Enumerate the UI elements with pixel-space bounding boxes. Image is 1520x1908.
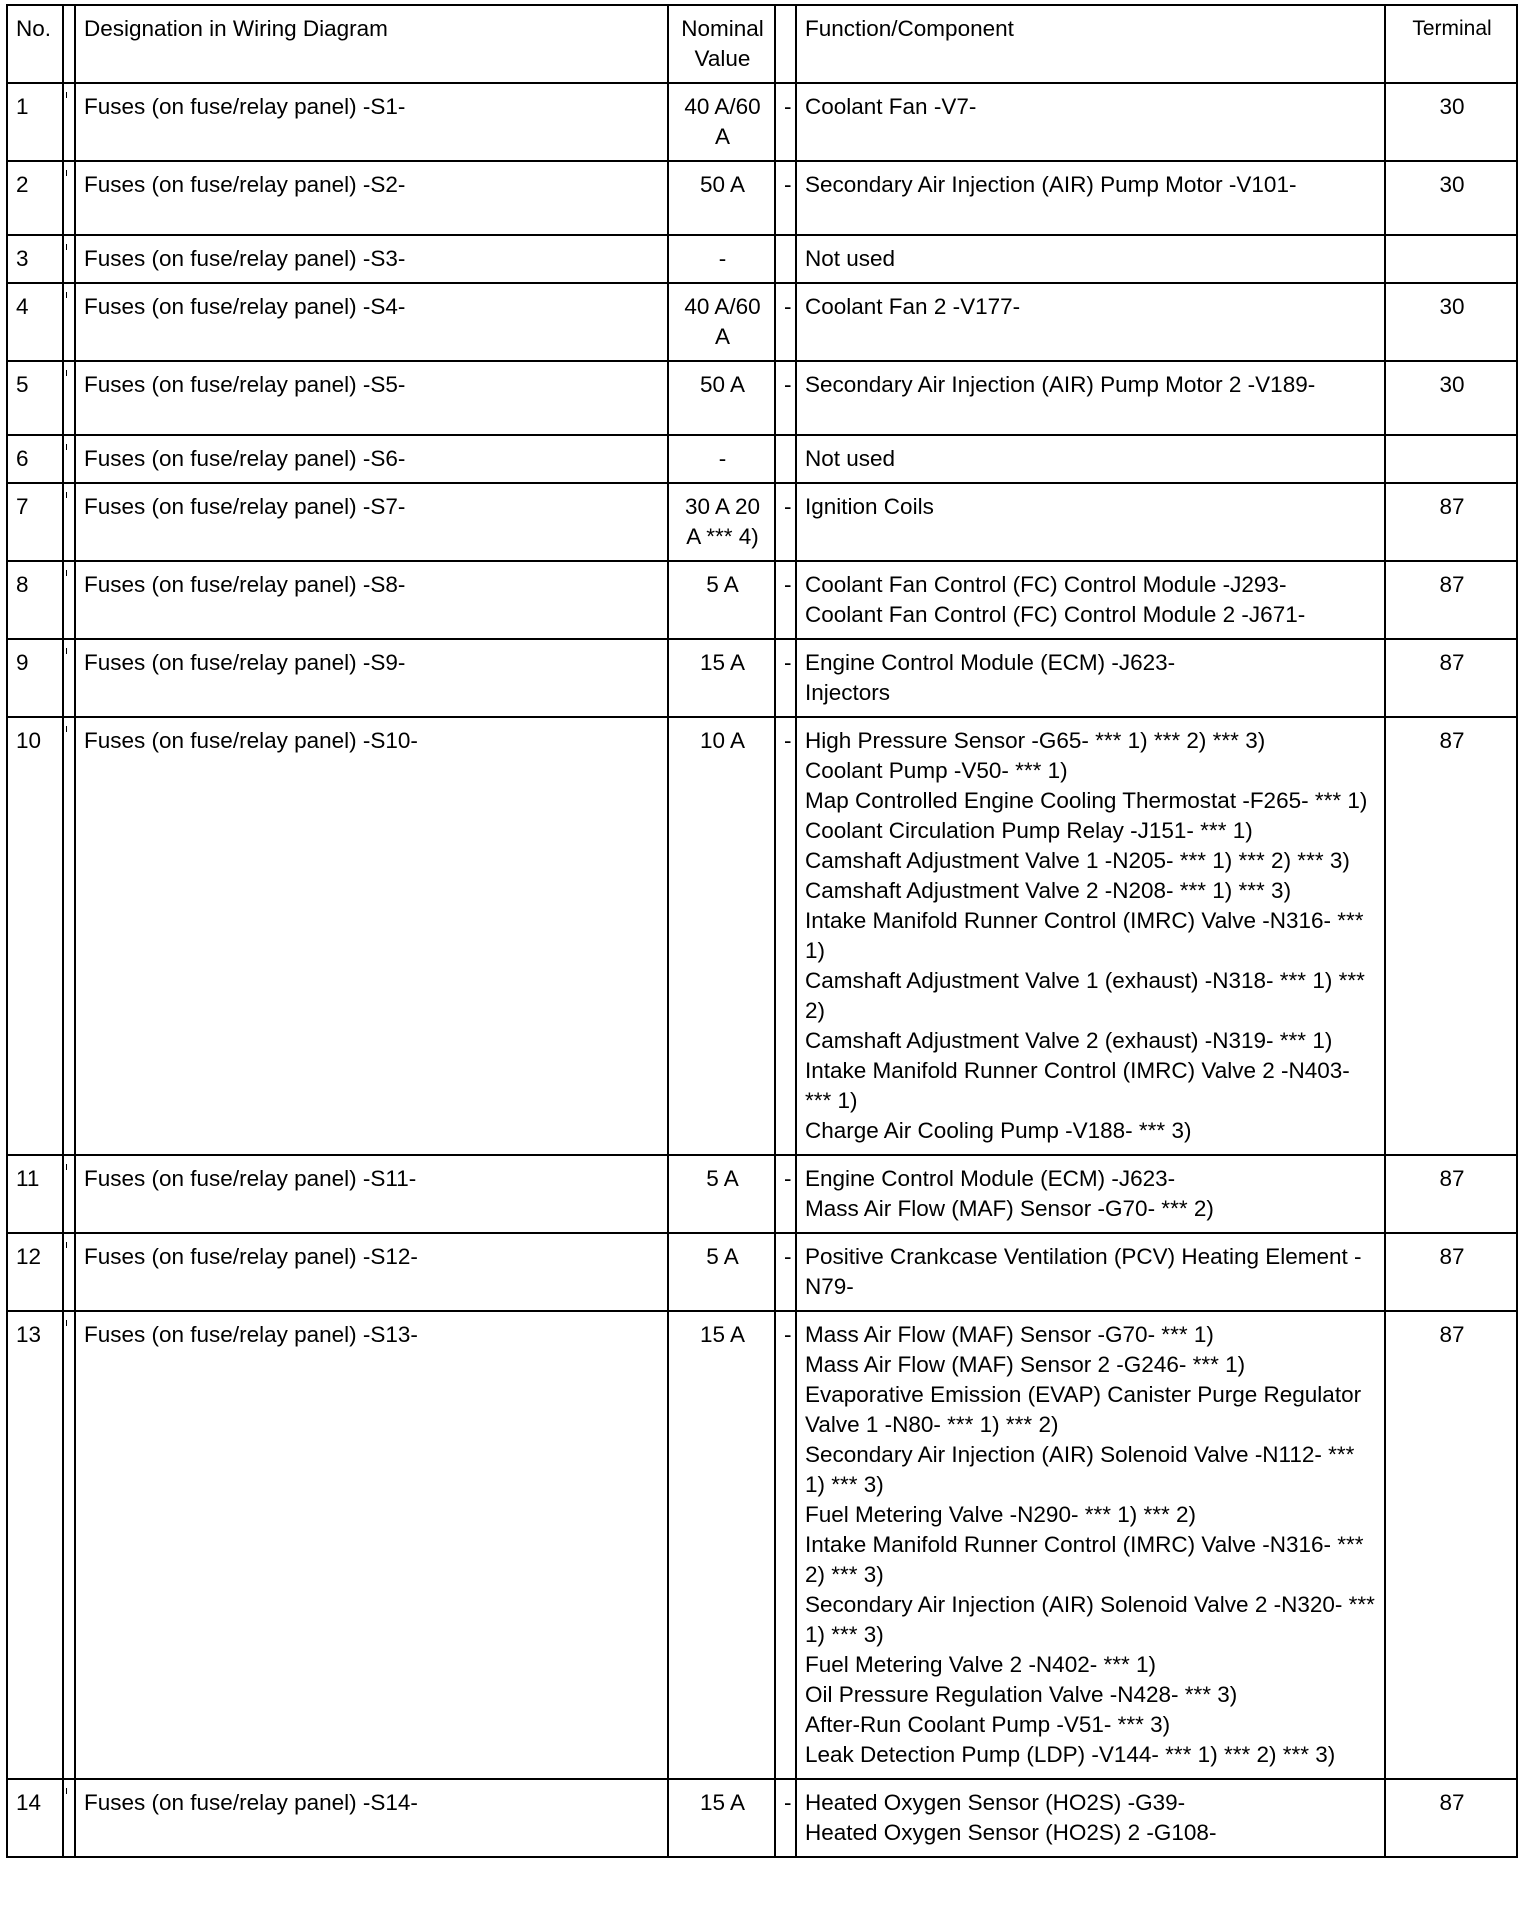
tick-mark	[66, 170, 67, 176]
row-tick-mark	[63, 235, 75, 283]
function-line: Fuel Metering Valve -N290- *** 1) *** 2)	[805, 1502, 1197, 1527]
fuse-designation: Fuses (on fuse/relay panel) -S6-	[75, 435, 668, 483]
dash-marker	[775, 435, 796, 483]
table-row	[7, 717, 1517, 1155]
function-line: Engine Control Module (ECM) -J623-	[805, 1166, 1176, 1191]
dash-marker: -	[775, 639, 796, 717]
fuse-table-body	[7, 83, 1517, 1857]
header-spacer	[63, 5, 75, 83]
function-line: Ignition Coils	[805, 494, 934, 519]
function-line: Mass Air Flow (MAF) Sensor -G70- *** 2)	[805, 1196, 1214, 1221]
fuse-number: 9	[7, 639, 63, 717]
table-row	[7, 639, 1517, 717]
row-tick-mark	[63, 1779, 75, 1857]
nominal-value: 10 A	[668, 717, 775, 1155]
function-line: After-Run Coolant Pump -V51- *** 3)	[805, 1712, 1171, 1737]
function-component	[796, 435, 1385, 483]
header-spacer-2	[775, 5, 796, 83]
dash-marker	[775, 235, 796, 283]
header-no: No.	[7, 5, 63, 83]
fuse-designation: Fuses (on fuse/relay panel) -S4-	[75, 283, 668, 361]
function-line: Positive Crankcase Ventilation (PCV) Heating Element -N79-	[805, 1244, 1362, 1299]
fuse-number: 12	[7, 1233, 63, 1311]
function-line: Map Controlled Engine Cooling Thermostat -F265- *** 1)	[805, 788, 1368, 813]
nominal-value: 50 A	[668, 161, 775, 235]
function-line: Coolant Fan -V7-	[805, 94, 977, 119]
row-tick-mark	[63, 283, 75, 361]
nominal-value: 40 A/60 A	[668, 83, 775, 161]
header-row	[7, 5, 1517, 83]
table-row	[7, 1311, 1517, 1779]
nominal-value: -	[668, 435, 775, 483]
function-line: Intake Manifold Runner Control (IMRC) Valve 2 -N403- *** 1)	[805, 1058, 1350, 1113]
function-component	[796, 283, 1385, 361]
fuse-designation: Fuses (on fuse/relay panel) -S8-	[75, 561, 668, 639]
function-line: Oil Pressure Regulation Valve -N428- *** 3)	[805, 1682, 1238, 1707]
function-line: Charge Air Cooling Pump -V188- *** 3)	[805, 1118, 1192, 1143]
fuse-number: 13	[7, 1311, 63, 1779]
function-line: Coolant Pump -V50- *** 1)	[805, 758, 1068, 783]
fuse-number: 11	[7, 1155, 63, 1233]
header-function: Function/Component	[796, 5, 1385, 83]
tick-mark	[66, 726, 67, 732]
fuse-designation: Fuses (on fuse/relay panel) -S2-	[75, 161, 668, 235]
fuse-number: 5	[7, 361, 63, 435]
function-component	[796, 161, 1385, 235]
fuse-number: 2	[7, 161, 63, 235]
function-component	[796, 1155, 1385, 1233]
header-nominal: Nominal Value	[668, 5, 775, 83]
terminal-value: 30	[1385, 283, 1517, 361]
terminal-value	[1385, 435, 1517, 483]
terminal-value: 87	[1385, 1233, 1517, 1311]
terminal-value: 87	[1385, 561, 1517, 639]
dash-marker: -	[775, 1779, 796, 1857]
fuse-designation: Fuses (on fuse/relay panel) -S3-	[75, 235, 668, 283]
function-line: Evaporative Emission (EVAP) Canister Purge Regulator Valve 1 -N80- *** 1) *** 2)	[805, 1382, 1362, 1437]
dash-marker: -	[775, 1233, 796, 1311]
function-component	[796, 1311, 1385, 1779]
table-row	[7, 361, 1517, 435]
dash-marker: -	[775, 1311, 796, 1779]
dash-marker: -	[775, 483, 796, 561]
terminal-value: 87	[1385, 1155, 1517, 1233]
fuse-designation: Fuses (on fuse/relay panel) -S7-	[75, 483, 668, 561]
table-row	[7, 83, 1517, 161]
function-line: Coolant Fan Control (FC) Control Module -J293-	[805, 572, 1287, 597]
function-line: Heated Oxygen Sensor (HO2S) -G39-	[805, 1790, 1186, 1815]
tick-mark	[66, 1164, 67, 1170]
nominal-value: 15 A	[668, 1311, 775, 1779]
function-component	[796, 717, 1385, 1155]
tick-mark	[66, 92, 67, 98]
function-component	[796, 1779, 1385, 1857]
nominal-value: 15 A	[668, 1779, 775, 1857]
function-component	[796, 1233, 1385, 1311]
fuse-table	[6, 4, 1518, 1858]
function-line: Heated Oxygen Sensor (HO2S) 2 -G108-	[805, 1820, 1217, 1845]
tick-mark	[66, 244, 67, 250]
row-tick-mark	[63, 483, 75, 561]
nominal-value: -	[668, 235, 775, 283]
function-line: Engine Control Module (ECM) -J623-	[805, 650, 1176, 675]
dash-marker: -	[775, 1155, 796, 1233]
header-terminal: Terminal	[1385, 5, 1517, 83]
fuse-number: 3	[7, 235, 63, 283]
fuse-number: 1	[7, 83, 63, 161]
function-line: Camshaft Adjustment Valve 1 (exhaust) -N318- *** 1) *** 2)	[805, 968, 1365, 1023]
row-tick-mark	[63, 1155, 75, 1233]
table-row	[7, 235, 1517, 283]
function-component	[796, 235, 1385, 283]
row-tick-mark	[63, 717, 75, 1155]
table-row	[7, 435, 1517, 483]
terminal-value: 87	[1385, 639, 1517, 717]
terminal-value: 87	[1385, 1779, 1517, 1857]
function-line: Mass Air Flow (MAF) Sensor -G70- *** 1)	[805, 1322, 1214, 1347]
fuse-designation: Fuses (on fuse/relay panel) -S11-	[75, 1155, 668, 1233]
terminal-value	[1385, 235, 1517, 283]
function-line: Intake Manifold Runner Control (IMRC) Valve -N316- *** 2) *** 3)	[805, 1532, 1364, 1587]
function-line: Coolant Circulation Pump Relay -J151- *** 1)	[805, 818, 1253, 843]
table-row	[7, 1779, 1517, 1857]
tick-mark	[66, 1320, 67, 1326]
terminal-value: 87	[1385, 717, 1517, 1155]
function-component	[796, 561, 1385, 639]
function-line: Mass Air Flow (MAF) Sensor 2 -G246- *** 1)	[805, 1352, 1246, 1377]
dash-marker: -	[775, 717, 796, 1155]
fuse-designation: Fuses (on fuse/relay panel) -S12-	[75, 1233, 668, 1311]
function-line: Not used	[805, 446, 896, 471]
table-row	[7, 1155, 1517, 1233]
function-component	[796, 83, 1385, 161]
function-line: Secondary Air Injection (AIR) Solenoid Valve 2 -N320- *** 1) *** 3)	[805, 1592, 1375, 1647]
function-line: Camshaft Adjustment Valve 2 (exhaust) -N319- *** 1)	[805, 1028, 1333, 1053]
function-line: Coolant Fan 2 -V177-	[805, 294, 1021, 319]
table-row	[7, 283, 1517, 361]
function-line: Coolant Fan Control (FC) Control Module 2 -J671-	[805, 602, 1306, 627]
terminal-value: 87	[1385, 483, 1517, 561]
row-tick-mark	[63, 1233, 75, 1311]
nominal-value: 15 A	[668, 639, 775, 717]
function-component	[796, 361, 1385, 435]
function-line: Fuel Metering Valve 2 -N402- *** 1)	[805, 1652, 1156, 1677]
fuse-designation: Fuses (on fuse/relay panel) -S13-	[75, 1311, 668, 1779]
fuse-number: 8	[7, 561, 63, 639]
tick-mark	[66, 292, 67, 298]
tick-mark	[66, 492, 67, 498]
header-designation: Designation in Wiring Diagram	[75, 5, 668, 83]
terminal-value: 87	[1385, 1311, 1517, 1779]
dash-marker: -	[775, 561, 796, 639]
function-line: Camshaft Adjustment Valve 1 -N205- *** 1) *** 2) *** 3)	[805, 848, 1350, 873]
tick-mark	[66, 370, 67, 376]
function-line: Intake Manifold Runner Control (IMRC) Valve -N316- *** 1)	[805, 908, 1364, 963]
fuse-number: 14	[7, 1779, 63, 1857]
fuse-number: 4	[7, 283, 63, 361]
table-row	[7, 1233, 1517, 1311]
dash-marker: -	[775, 161, 796, 235]
tick-mark	[66, 444, 67, 450]
function-line: High Pressure Sensor -G65- *** 1) *** 2) *** 3)	[805, 728, 1266, 753]
tick-mark	[66, 570, 67, 576]
terminal-value: 30	[1385, 161, 1517, 235]
row-tick-mark	[63, 161, 75, 235]
function-line: Leak Detection Pump (LDP) -V144- *** 1) *** 2) *** 3)	[805, 1742, 1336, 1767]
function-line: Injectors	[805, 680, 891, 705]
row-tick-mark	[63, 83, 75, 161]
fuse-designation: Fuses (on fuse/relay panel) -S10-	[75, 717, 668, 1155]
fuse-number: 6	[7, 435, 63, 483]
terminal-value: 30	[1385, 83, 1517, 161]
row-tick-mark	[63, 639, 75, 717]
terminal-value: 30	[1385, 361, 1517, 435]
nominal-value: 30 A 20 A *** 4)	[668, 483, 775, 561]
function-line: Not used	[805, 246, 896, 271]
function-line: Secondary Air Injection (AIR) Pump Motor 2 -V189-	[805, 372, 1316, 397]
table-row	[7, 561, 1517, 639]
tick-mark	[66, 1242, 67, 1248]
nominal-value: 50 A	[668, 361, 775, 435]
nominal-value: 40 A/60 A	[668, 283, 775, 361]
nominal-value: 5 A	[668, 1233, 775, 1311]
function-line: Camshaft Adjustment Valve 2 -N208- *** 1) *** 3)	[805, 878, 1292, 903]
fuse-number: 10	[7, 717, 63, 1155]
table-row	[7, 483, 1517, 561]
dash-marker: -	[775, 283, 796, 361]
tick-mark	[66, 1788, 67, 1794]
fuse-designation: Fuses (on fuse/relay panel) -S5-	[75, 361, 668, 435]
table-row	[7, 161, 1517, 235]
fuse-number: 7	[7, 483, 63, 561]
dash-marker: -	[775, 361, 796, 435]
fuse-designation: Fuses (on fuse/relay panel) -S9-	[75, 639, 668, 717]
row-tick-mark	[63, 1311, 75, 1779]
dash-marker: -	[775, 83, 796, 161]
function-line: Secondary Air Injection (AIR) Pump Motor -V101-	[805, 172, 1297, 197]
fuse-designation: Fuses (on fuse/relay panel) -S1-	[75, 83, 668, 161]
row-tick-mark	[63, 361, 75, 435]
function-line: Secondary Air Injection (AIR) Solenoid Valve -N112- *** 1) *** 3)	[805, 1442, 1355, 1497]
row-tick-mark	[63, 435, 75, 483]
fuse-designation: Fuses (on fuse/relay panel) -S14-	[75, 1779, 668, 1857]
row-tick-mark	[63, 561, 75, 639]
function-component	[796, 483, 1385, 561]
tick-mark	[66, 648, 67, 654]
nominal-value: 5 A	[668, 1155, 775, 1233]
function-component	[796, 639, 1385, 717]
nominal-value: 5 A	[668, 561, 775, 639]
